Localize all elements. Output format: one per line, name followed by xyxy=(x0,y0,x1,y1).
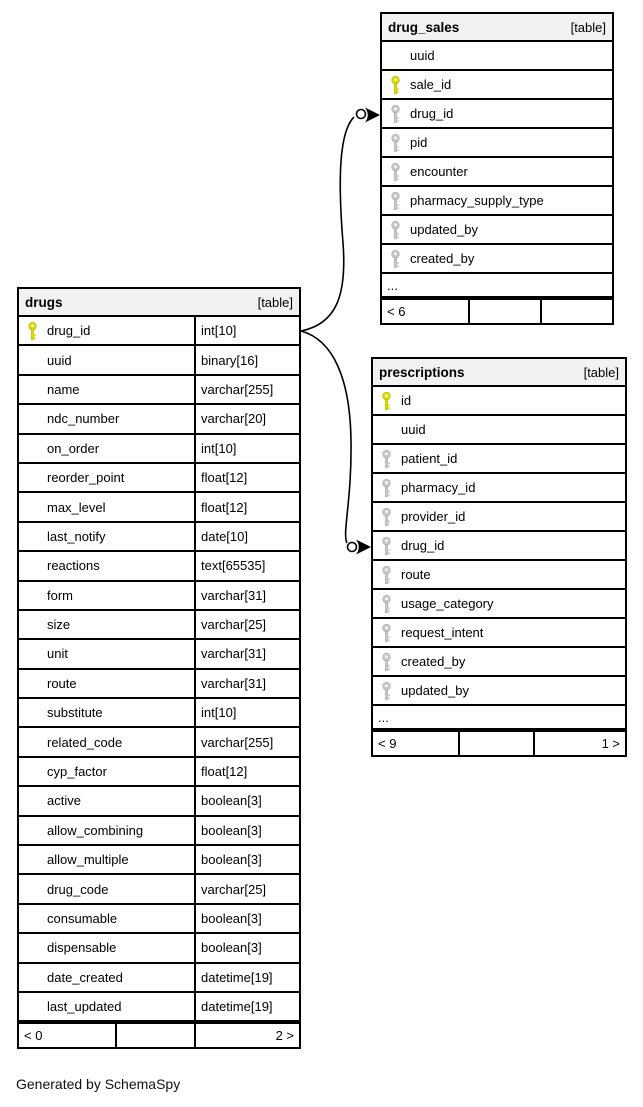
column-row xyxy=(19,611,299,640)
column-row xyxy=(19,317,299,346)
related-count-left: < 0 xyxy=(24,1028,43,1044)
column-name-cell xyxy=(19,435,196,462)
column-row xyxy=(382,245,612,274)
column-row xyxy=(373,590,625,619)
column-name: reorder_point xyxy=(47,470,125,486)
column-row xyxy=(19,905,299,934)
column-name-cell xyxy=(19,493,196,520)
table-type-badge: [table] xyxy=(583,364,619,380)
foreign-key-icon xyxy=(381,537,392,555)
column-name-cell xyxy=(19,346,196,373)
column-name-cell xyxy=(19,376,196,403)
column-row xyxy=(382,216,612,245)
column-name: reactions xyxy=(47,558,100,574)
foreign-key-icon xyxy=(381,595,392,613)
column-name: created_by xyxy=(410,251,475,266)
column-name: ndc_number xyxy=(47,411,120,427)
column-type: varchar[25] xyxy=(201,881,267,897)
column-name-cell xyxy=(19,993,196,1020)
column-name: encounter xyxy=(410,164,468,179)
primary-key-icon xyxy=(27,322,38,340)
table-drug-sales[interactable] xyxy=(380,12,614,325)
column-name: id xyxy=(401,393,412,408)
footer-center-cell xyxy=(468,300,540,323)
column-row xyxy=(19,464,299,493)
column-row xyxy=(19,405,299,434)
column-name: drug_id xyxy=(47,323,91,339)
table-title: drug_sales xyxy=(388,19,460,35)
column-row xyxy=(19,640,299,669)
connector-drugs-to-drug-sales xyxy=(301,108,380,332)
column-name: consumable xyxy=(47,911,118,926)
column-type: float[12] xyxy=(201,499,248,515)
column-row xyxy=(373,503,625,532)
table-prescriptions[interactable] xyxy=(371,357,627,757)
column-row xyxy=(382,100,612,129)
column-name: uuid xyxy=(401,422,426,437)
foreign-key-icon xyxy=(390,134,401,152)
column-name: route xyxy=(47,675,77,691)
column-row xyxy=(19,846,299,875)
column-row xyxy=(19,346,299,375)
column-row xyxy=(19,670,299,699)
arrowhead-icon xyxy=(356,540,371,555)
table-type-badge: [table] xyxy=(570,19,606,35)
column-type: varchar[255] xyxy=(201,734,274,750)
foreign-key-icon xyxy=(381,624,392,642)
column-name: size xyxy=(47,617,71,633)
foreign-key-icon xyxy=(390,221,401,239)
column-row xyxy=(373,416,625,445)
column-name: on_order xyxy=(47,440,100,456)
table-header[interactable] xyxy=(19,289,299,317)
foreign-key-icon xyxy=(390,163,401,181)
column-name: uuid xyxy=(410,48,435,63)
foreign-key-icon xyxy=(381,653,392,671)
foreign-key-icon xyxy=(390,250,401,268)
column-name: last_updated xyxy=(47,999,122,1015)
column-name-cell xyxy=(19,640,196,667)
connector-drugs-to-prescriptions xyxy=(301,331,371,555)
foreign-key-icon xyxy=(381,450,392,468)
column-row xyxy=(19,376,299,405)
column-name: name xyxy=(47,381,80,397)
column-type: datetime[19] xyxy=(201,999,273,1015)
column-name-cell xyxy=(19,317,196,344)
column-name-cell xyxy=(19,787,196,814)
column-name: updated_by xyxy=(410,222,478,237)
column-row xyxy=(373,561,625,590)
column-row xyxy=(19,934,299,963)
column-name: drug_id xyxy=(410,106,454,121)
foreign-key-icon xyxy=(390,105,401,123)
table-drugs[interactable] xyxy=(17,287,301,1049)
column-name-cell xyxy=(19,846,196,873)
column-type: datetime[19] xyxy=(201,969,273,985)
column-row xyxy=(382,42,612,71)
column-type: boolean[3] xyxy=(201,822,262,838)
column-name-cell xyxy=(19,552,196,579)
column-type: date[10] xyxy=(201,528,248,544)
column-type: float[12] xyxy=(201,764,248,780)
column-name: pid xyxy=(410,135,428,150)
column-name-cell xyxy=(19,964,196,991)
column-row xyxy=(373,619,625,648)
column-row xyxy=(382,71,612,100)
column-name: provider_id xyxy=(401,509,466,524)
column-type: float[12] xyxy=(201,470,248,486)
column-type: boolean[3] xyxy=(201,911,262,926)
foreign-key-icon xyxy=(381,566,392,584)
column-row xyxy=(382,187,612,216)
table-title: prescriptions xyxy=(379,364,465,380)
column-name: request_intent xyxy=(401,625,484,640)
column-name-cell xyxy=(19,464,196,491)
column-name: drug_id xyxy=(401,538,445,553)
foreign-key-icon xyxy=(381,682,392,700)
column-name-cell xyxy=(19,611,196,638)
column-name-cell xyxy=(19,699,196,726)
column-row xyxy=(19,552,299,581)
column-type: boolean[3] xyxy=(201,793,262,809)
column-name-cell xyxy=(19,670,196,697)
column-name: allow_combining xyxy=(47,822,144,838)
table-footer xyxy=(382,298,612,323)
column-name: date_created xyxy=(47,969,123,985)
column-name: pharmacy_id xyxy=(401,480,476,495)
column-name: dispensable xyxy=(47,940,117,956)
schemaspy-credit: Generated by SchemaSpy xyxy=(16,1076,181,1092)
more-columns-ellipsis: ... xyxy=(382,274,612,298)
column-row xyxy=(19,993,299,1022)
column-name: substitute xyxy=(47,705,103,721)
related-count-right: 2 > xyxy=(194,1024,299,1047)
column-row xyxy=(19,817,299,846)
column-type: varchar[255] xyxy=(201,381,274,397)
column-name: form xyxy=(47,587,73,603)
table-header[interactable] xyxy=(382,14,612,42)
column-row xyxy=(19,523,299,552)
primary-key-icon xyxy=(381,392,392,410)
column-name: cyp_factor xyxy=(47,764,107,780)
related-count-left: < 9 xyxy=(378,736,397,751)
column-name: route xyxy=(401,567,431,582)
column-type: text[65535] xyxy=(201,558,266,574)
column-name: created_by xyxy=(401,654,466,669)
column-name: updated_by xyxy=(401,683,469,698)
column-name: active xyxy=(47,793,81,809)
foreign-key-icon xyxy=(390,192,401,210)
zero-or-one-circle xyxy=(348,543,357,552)
zero-or-one-circle xyxy=(357,110,366,119)
column-name: max_level xyxy=(47,499,106,515)
column-type: varchar[25] xyxy=(201,617,267,633)
column-type: varchar[31] xyxy=(201,587,267,603)
column-row xyxy=(19,758,299,787)
table-title: drugs xyxy=(25,294,63,310)
primary-key-icon xyxy=(390,76,401,94)
column-row xyxy=(19,582,299,611)
column-row xyxy=(19,493,299,522)
column-row xyxy=(373,677,625,706)
column-type: int[10] xyxy=(201,323,237,339)
column-name-cell xyxy=(19,817,196,844)
more-columns-ellipsis: ... xyxy=(373,706,625,730)
column-row xyxy=(19,787,299,816)
related-count-left: < 6 xyxy=(387,304,406,319)
column-name: usage_category xyxy=(401,596,494,611)
column-row xyxy=(19,875,299,904)
column-name-cell xyxy=(19,728,196,755)
arrowhead-icon xyxy=(365,108,380,123)
table-footer xyxy=(373,730,625,755)
table-footer xyxy=(19,1022,299,1047)
column-name-cell xyxy=(19,582,196,609)
table-type-badge: [table] xyxy=(257,294,293,310)
column-type: binary[16] xyxy=(201,352,259,368)
column-name-cell xyxy=(19,405,196,432)
column-name: sale_id xyxy=(410,77,452,92)
column-row xyxy=(373,648,625,677)
column-row xyxy=(19,964,299,993)
column-name: patient_id xyxy=(401,451,458,466)
column-name: related_code xyxy=(47,734,123,750)
column-type: varchar[31] xyxy=(201,646,267,662)
column-row xyxy=(382,129,612,158)
foreign-key-icon xyxy=(381,479,392,497)
column-type: int[10] xyxy=(201,705,237,721)
column-name: pharmacy_supply_type xyxy=(410,193,544,208)
column-type: varchar[20] xyxy=(201,411,267,427)
column-row xyxy=(19,435,299,464)
footer-center-cell xyxy=(115,1024,194,1047)
column-row xyxy=(373,474,625,503)
column-row xyxy=(373,387,625,416)
column-name: last_notify xyxy=(47,528,106,544)
column-type: boolean[3] xyxy=(201,940,262,956)
column-row xyxy=(373,532,625,561)
column-name: allow_multiple xyxy=(47,852,129,868)
related-count-right: 1 > xyxy=(533,732,625,755)
column-type: int[10] xyxy=(201,440,237,456)
column-row xyxy=(373,445,625,474)
column-name: uuid xyxy=(47,352,72,368)
column-name-cell xyxy=(19,875,196,902)
column-name: unit xyxy=(47,646,68,662)
footer-center-cell xyxy=(458,732,533,755)
related-count-right xyxy=(540,300,612,323)
column-type: boolean[3] xyxy=(201,852,262,868)
column-row xyxy=(19,728,299,757)
column-type: varchar[31] xyxy=(201,675,267,691)
column-name-cell xyxy=(19,905,196,932)
column-name-cell xyxy=(19,523,196,550)
column-name: drug_code xyxy=(47,881,109,897)
column-row xyxy=(382,158,612,187)
column-name-cell xyxy=(19,934,196,961)
foreign-key-icon xyxy=(381,508,392,526)
column-row xyxy=(19,699,299,728)
column-name-cell xyxy=(19,758,196,785)
table-header[interactable] xyxy=(373,359,625,387)
